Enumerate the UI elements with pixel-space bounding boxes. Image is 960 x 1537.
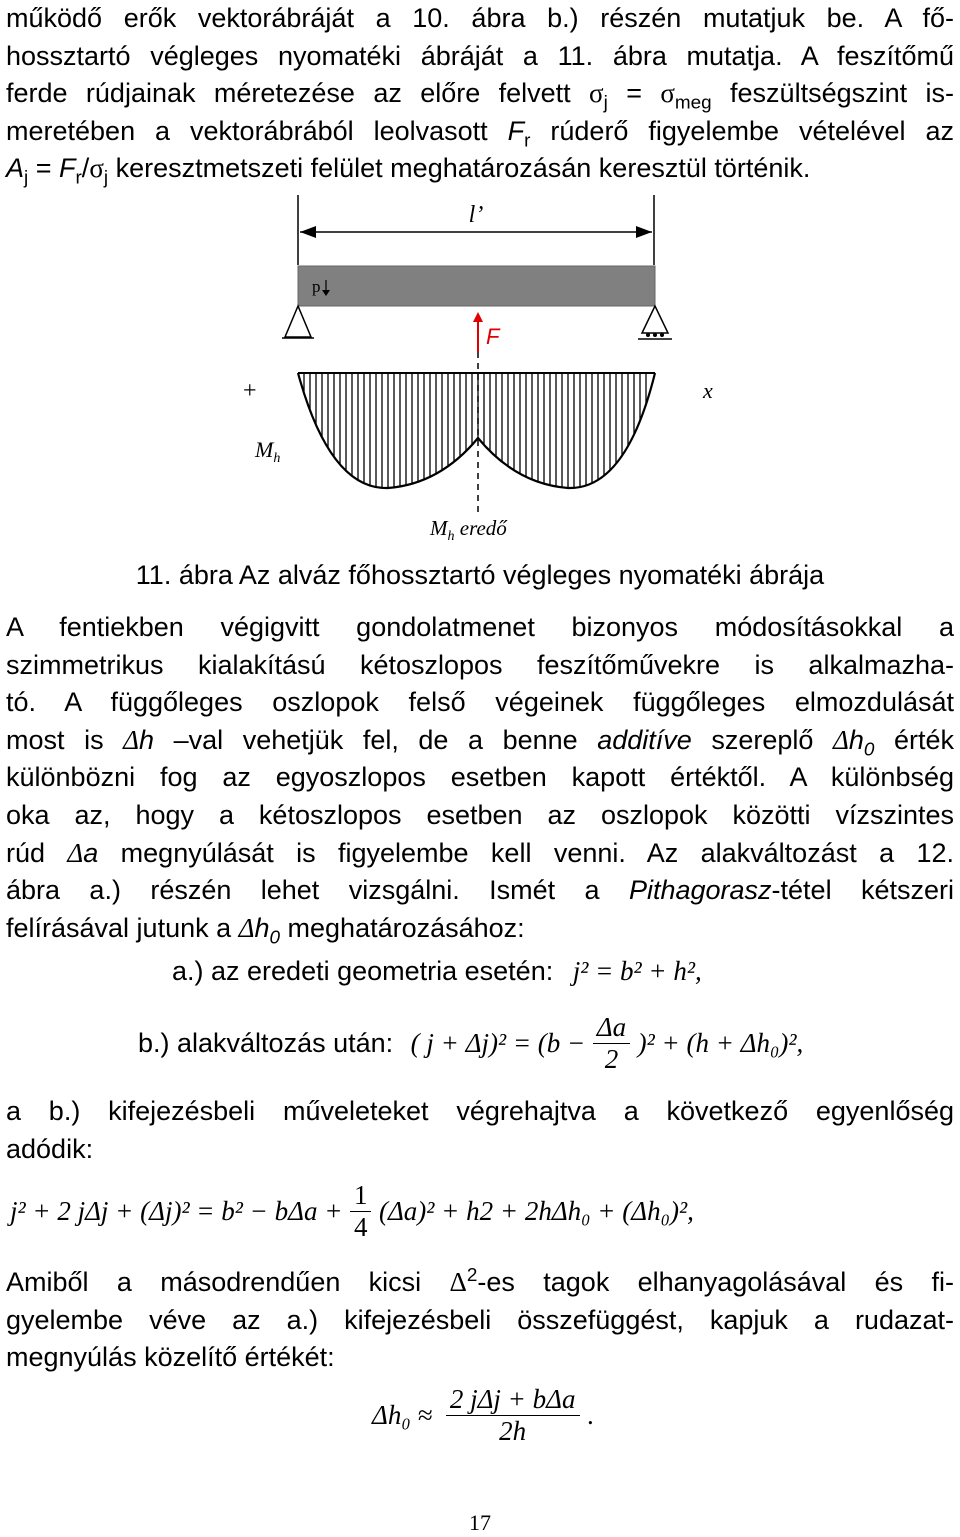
equation-d-fraction: $\frac{\text{2 jΔj + bΔa}}{2h}$ [446, 1384, 580, 1447]
plus-label: + [243, 378, 257, 404]
text-line: a b.) kifejezésbeli műveleteket végrehajtva a következő egyenlőség [6, 1096, 954, 1126]
text-line: rúd Δa megnyúlását is figyelembe kell venni. Az alakváltozást a 12. [6, 837, 954, 868]
arrow-right-icon [636, 226, 652, 238]
top-paragraph [6, 0, 954, 188]
beam [298, 266, 655, 306]
final-paragraph [6, 1264, 954, 1377]
text-line: tó. A függőleges oszlopok felső végeinek függőleges elmozdulását [6, 687, 954, 718]
text-line: meretében a vektorábrából leolvasott $F_r$ rúderő figyelembe vételével az [6, 115, 955, 152]
equation-b-right: )² + (h + Δh₀)², [637, 1028, 804, 1058]
equation-b-label: b.) alakváltozás után: [138, 1028, 394, 1058]
text-line: ábra a.) részén lehet vizsgálni. Ismét a Pithagorasz-tétel kétszeri [6, 875, 954, 906]
middle-paragraph [6, 609, 954, 947]
arrow-left-icon [300, 226, 316, 238]
moment-axis-label: $M_h$ [255, 437, 281, 466]
equation-c [10, 1180, 694, 1243]
span-label: l’ [468, 202, 484, 228]
text-line: különbözni fog az egyoszlopos esetben kapott értéktől. A különbség [6, 762, 954, 793]
text-line: hossztartó végleges nyomatéki ábráját a 11. ábra mutatja. A feszítőmű [6, 40, 954, 71]
text-line: most is Δh –val vehetjük fel, de a benne additíve szereplő $\Delta h_0$ érték [6, 724, 954, 761]
text-line: felírásával jutunk a $\Delta h_0$ meghatározásához: [6, 912, 525, 949]
equation-c-fraction: $\frac{1}{4}$ [350, 1180, 372, 1243]
equation-c-left: j² + 2 jΔj + (Δj)² = b² − bΔa + [10, 1196, 343, 1226]
force-arrow-head-icon [473, 312, 483, 322]
right-support [642, 306, 668, 333]
equation-b-left: ( j + Δj)² = (b − [410, 1028, 586, 1058]
load-label: p [312, 277, 321, 296]
equation-a [172, 956, 702, 987]
moment-hatching [304, 374, 646, 488]
equation-d-end: . [587, 1400, 594, 1430]
after-eq-paragraph [6, 1093, 954, 1168]
text-line: $A_j = F_r/\sigma_j$ keresztmetszeti felület meghatározásán keresztül történik. [6, 153, 811, 189]
text-line: szimmetrikus kialakítású kétoszlopos feszítőművekre is alkalmazha- [6, 649, 954, 680]
page-number: 17 [469, 1510, 491, 1535]
resultant-label: $M_h$ eredő [430, 516, 507, 544]
equation-c-right: (Δa)² + h2 + 2hΔh₀ + (Δh₀)², [378, 1196, 694, 1226]
equation-b [138, 1012, 803, 1075]
text-line: gyelembe véve az a.) kifejezésbeli összefüggést, kapjuk a rudazat- [6, 1304, 954, 1335]
text-line: ferde rúdjainak méretezése az előre felvett $\sigma_j = \sigma_{meg}$ feszültségszint is- [6, 78, 954, 114]
text-line: A fentiekben végigvitt gondolatmenet bizonyos módosításokkal a [6, 612, 954, 642]
text-line: Amiből a másodrendűen kicsi $\Delta^2-es$ tagok elhanyagolásával és fi- [6, 1265, 954, 1297]
equation-a-label: a.) az eredeti geometria esetén: [172, 956, 554, 986]
moment-diagram-figure [0, 190, 960, 550]
text-line: működő erők vektorábráját a 10. ábra b.) részén mutatjuk be. A fő- [6, 3, 954, 33]
left-support [285, 306, 311, 337]
force-label: F [486, 324, 500, 349]
equation-a-formula: j² = b² + h², [572, 956, 702, 986]
x-axis-label: x [703, 378, 713, 403]
text-line: megnyúlás közelítő értékét: [6, 1342, 335, 1373]
equation-d [372, 1384, 594, 1447]
equation-d-left: Δh₀ ≈ [372, 1400, 433, 1430]
equation-b-fraction: $\frac{\Delta a}{2}$ [593, 1012, 630, 1075]
text-line: oka az, hogy a kétoszlopos esetben az oszlopok közötti vízszintes [6, 799, 954, 830]
figure-caption: 11. ábra Az alváz főhossztartó végleges nyomatéki ábrája [135, 560, 825, 590]
text-line: adódik: [6, 1133, 94, 1164]
